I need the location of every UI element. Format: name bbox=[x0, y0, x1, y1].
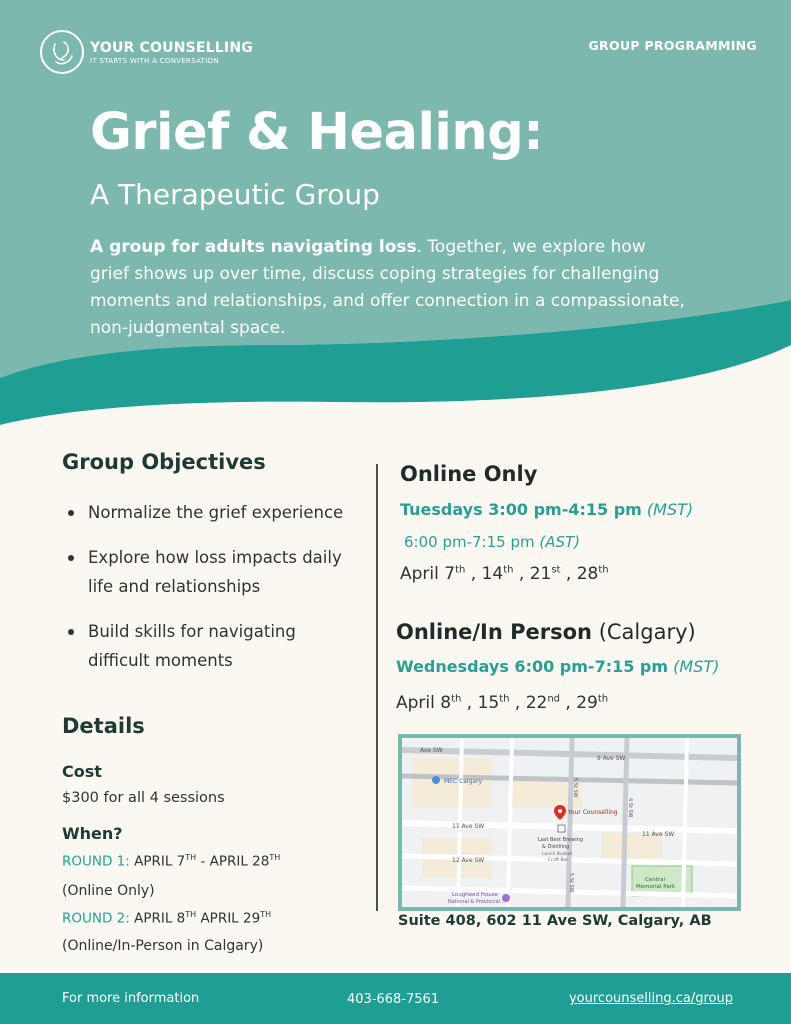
when-heading: When? bbox=[62, 824, 123, 843]
map-street-label: 9 Ave SW bbox=[597, 755, 626, 762]
round-2-note: (Online/In-Person in Calgary) bbox=[62, 938, 264, 954]
intro-bold: A group for adults navigating loss bbox=[90, 237, 417, 257]
column-divider bbox=[376, 464, 378, 911]
map-graphic bbox=[402, 738, 737, 907]
footer-info: For more information bbox=[62, 991, 200, 1006]
map-pin-label: Your Counselling bbox=[568, 809, 618, 816]
address: Suite 408, 602 11 Ave SW, Calgary, AB bbox=[398, 913, 712, 929]
program-label: GROUP PROGRAMMING bbox=[588, 38, 757, 53]
map-street-label: 4 St SW bbox=[627, 798, 633, 818]
objectives-list bbox=[62, 498, 362, 675]
online-heading: Online Only bbox=[400, 462, 538, 486]
brand-name: YOUR COUNSELLING bbox=[90, 39, 253, 56]
left-column bbox=[62, 450, 362, 954]
location-map[interactable] bbox=[398, 734, 741, 911]
cost-heading: Cost bbox=[62, 762, 102, 781]
round-2: ROUND 2: APRIL 8TH APRIL 29TH bbox=[62, 910, 272, 927]
round-1: ROUND 1: APRIL 7TH - APRIL 28TH bbox=[62, 853, 281, 870]
brewery-icon bbox=[558, 825, 565, 832]
online-time-2: 6:00 pm-7:15 pm (AST) bbox=[404, 533, 581, 551]
online-dates: April 7th , 14th , 21st , 28th bbox=[400, 564, 609, 584]
map-street-label: 11 Ave SW bbox=[642, 831, 675, 838]
footer bbox=[0, 973, 791, 1024]
map-place-label: & Distilling bbox=[542, 844, 570, 850]
map-place-label: MEC Calgary bbox=[444, 778, 483, 785]
map-place-label: Lunch Buskut bbox=[542, 852, 573, 857]
list-item: Build skills for navigating difficult moments bbox=[62, 617, 362, 675]
brand-tagline: IT STARTS WITH A CONVERSATION bbox=[90, 56, 219, 65]
map-place-label: Lougheed House bbox=[452, 892, 499, 898]
map-street-label: 11 Ave SW bbox=[452, 823, 485, 830]
map-street-label: 5 St SW bbox=[572, 778, 578, 798]
bullet-icon bbox=[68, 510, 74, 516]
intro-paragraph bbox=[90, 234, 690, 342]
inperson-time: Wednesdays 6:00 pm-7:15 pm (MST) bbox=[396, 657, 720, 676]
map-place-label: National & Provincial... bbox=[448, 899, 505, 905]
bullet-icon bbox=[68, 555, 74, 561]
details-heading: Details bbox=[62, 714, 145, 738]
mec-marker-icon bbox=[432, 776, 440, 784]
inperson-heading: Online/In Person (Calgary) bbox=[396, 620, 696, 644]
logo-mark-icon bbox=[40, 30, 84, 74]
online-time-1: Tuesdays 3:00 pm-4:15 pm (MST) bbox=[400, 500, 694, 519]
inperson-dates: April 8th , 15th , 22nd , 29th bbox=[396, 693, 609, 713]
intro-rest: . Together, we explore how grief shows up over time, discuss coping strategies for challenging moments and relationships, and offer connection in a compassionate, non-judgmental space. bbox=[90, 237, 685, 338]
brand-logo[interactable] bbox=[40, 30, 253, 74]
page-title: Grief & Healing: bbox=[90, 103, 544, 162]
footer-phone[interactable]: 403-668-7561 bbox=[347, 992, 440, 1007]
page-subtitle: A Therapeutic Group bbox=[90, 178, 380, 211]
map-street-label: 12 Ave SW bbox=[452, 857, 485, 864]
map-place-label: Last Best Brewing bbox=[538, 837, 583, 843]
list-item: Normalize the grief experience bbox=[62, 498, 362, 527]
footer-url-link[interactable]: yourcounselling.ca/group bbox=[568, 991, 733, 1006]
map-place-label: Central bbox=[645, 877, 666, 883]
round-1-note: (Online Only) bbox=[62, 883, 155, 899]
bullet-icon bbox=[68, 629, 74, 635]
cost-value: $300 for all 4 sessions bbox=[62, 790, 225, 806]
map-street-label: 5 St SW bbox=[568, 873, 574, 893]
map-street-label: Ave SW bbox=[420, 747, 443, 754]
list-item: Explore how loss impacts daily life and relationships bbox=[62, 543, 362, 601]
objectives-heading: Group Objectives bbox=[62, 450, 266, 474]
map-place-label: Craft Bar bbox=[548, 858, 569, 863]
map-place-label: Memorial Park bbox=[636, 884, 676, 890]
